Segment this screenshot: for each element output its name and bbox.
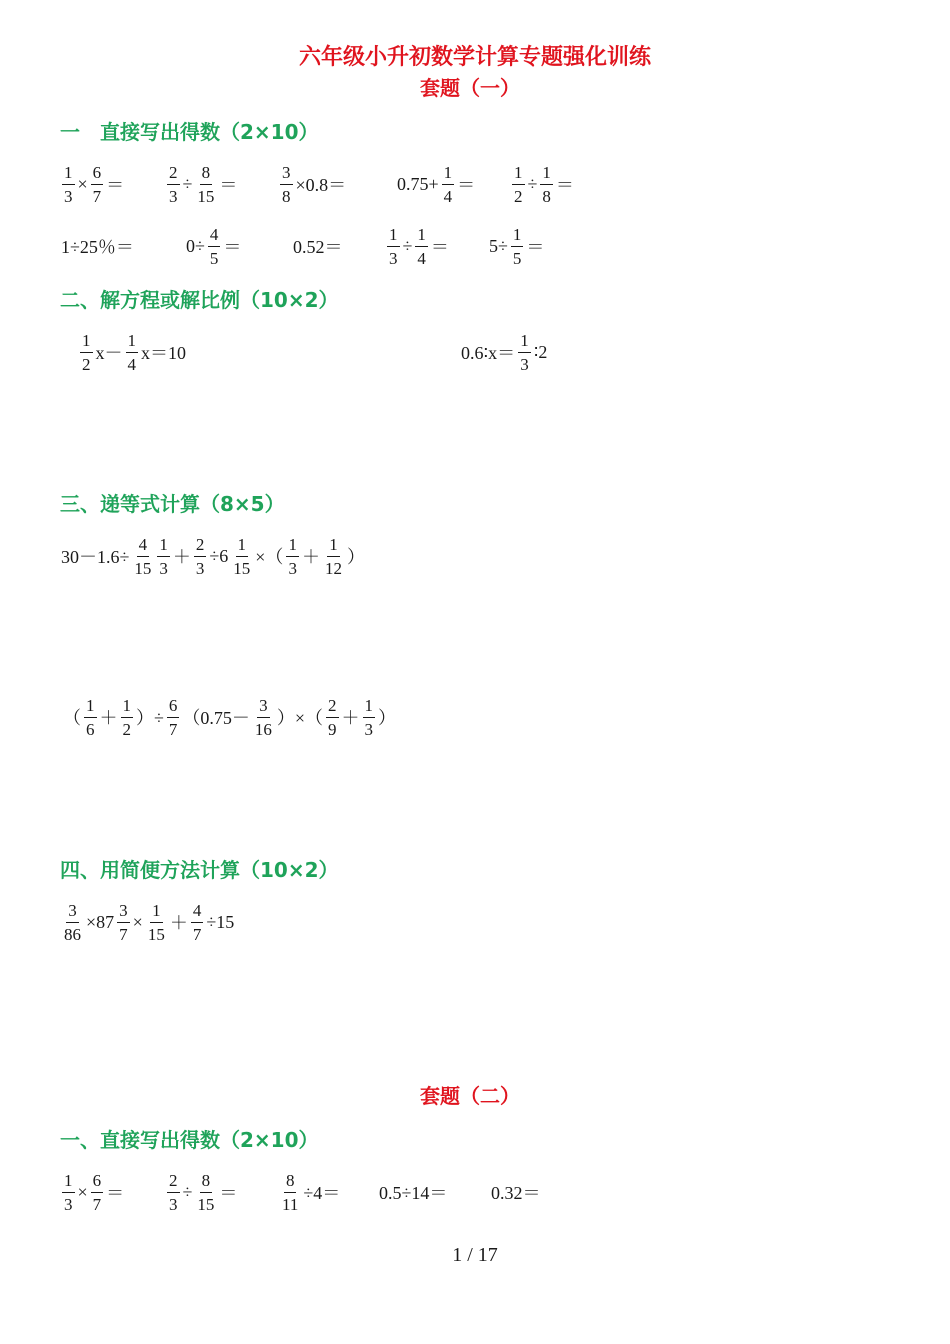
fraction bbox=[387, 226, 400, 267]
expr-text: ＝ bbox=[526, 237, 545, 257]
denominator: 11 bbox=[282, 1194, 299, 1214]
sec-mult: 10×2 bbox=[260, 858, 319, 882]
numerator: 1 bbox=[442, 164, 455, 185]
numerator: 1 bbox=[363, 697, 376, 718]
expr-text: ÷ bbox=[527, 173, 538, 194]
expr-text: 0.75+ bbox=[397, 173, 439, 194]
fraction bbox=[80, 332, 93, 373]
problem bbox=[385, 226, 450, 267]
fraction bbox=[126, 332, 139, 373]
denominator: 3 bbox=[520, 354, 529, 374]
fraction bbox=[167, 1172, 180, 1213]
fraction bbox=[442, 164, 455, 205]
denominator: 16 bbox=[254, 719, 272, 739]
problem bbox=[396, 164, 476, 205]
set1-sec3-row1 bbox=[60, 530, 366, 582]
expr-text: × bbox=[77, 1181, 88, 1202]
set1-sec2-eq2 bbox=[460, 326, 548, 378]
set1-sec4-heading bbox=[60, 854, 339, 883]
denominator: 15 bbox=[134, 558, 152, 578]
set1-sec1-heading bbox=[60, 116, 319, 145]
denominator: 12 bbox=[324, 558, 342, 578]
numerator: 3 bbox=[257, 697, 270, 718]
set2-sec1-heading bbox=[60, 1124, 319, 1153]
page-number: 1 / 17 bbox=[452, 1244, 498, 1266]
numerator: 1 bbox=[415, 226, 428, 247]
expr-text: ） bbox=[378, 708, 397, 728]
fraction bbox=[167, 697, 180, 738]
expr-text: ＝ bbox=[219, 175, 238, 195]
set1-sec3-row2 bbox=[62, 691, 397, 743]
expr-text: ÷ bbox=[402, 235, 413, 256]
denominator: 5 bbox=[209, 248, 219, 268]
problem bbox=[60, 902, 235, 943]
problem bbox=[292, 233, 344, 259]
sec-close: ） bbox=[298, 120, 319, 144]
numerator: 1 bbox=[286, 536, 299, 557]
fraction bbox=[231, 536, 252, 577]
fraction bbox=[323, 536, 344, 577]
expr-text: ÷ bbox=[182, 173, 193, 194]
expr-text: ＋ bbox=[341, 708, 360, 728]
numerator: 1 bbox=[512, 164, 525, 185]
fraction bbox=[194, 536, 207, 577]
problem bbox=[60, 1172, 125, 1213]
problem bbox=[62, 697, 397, 738]
numerator: 2 bbox=[326, 697, 339, 718]
fraction bbox=[157, 536, 170, 577]
expr-text: 0.52＝ bbox=[293, 237, 343, 257]
fraction bbox=[84, 697, 97, 738]
fraction bbox=[253, 697, 274, 738]
numerator: 1 bbox=[80, 332, 93, 353]
denominator: 3 bbox=[159, 558, 168, 578]
fraction bbox=[280, 1172, 300, 1213]
denominator: 15 bbox=[147, 924, 165, 944]
fraction bbox=[415, 226, 428, 267]
numerator: 1 bbox=[126, 332, 139, 353]
denominator: 15 bbox=[233, 558, 251, 578]
expr-text: 30－1.6÷ bbox=[61, 547, 130, 567]
denominator: 7 bbox=[192, 924, 202, 944]
expr-text: （0.75－ bbox=[182, 708, 250, 728]
expr-text: ）÷ bbox=[136, 708, 164, 728]
set1-sec2-eq1 bbox=[78, 326, 187, 378]
numerator: 1 bbox=[518, 332, 531, 353]
numerator: 1 bbox=[540, 164, 553, 185]
denominator: 4 bbox=[443, 186, 453, 206]
expr-text: ×87 bbox=[86, 911, 115, 932]
set1-sec3-heading bbox=[60, 488, 285, 517]
denominator: 2 bbox=[514, 186, 523, 206]
fraction bbox=[518, 332, 531, 373]
numerator: 6 bbox=[167, 697, 180, 718]
numerator: 1 bbox=[84, 697, 97, 718]
expr-text: ÷ bbox=[182, 1181, 193, 1202]
numerator: 1 bbox=[236, 536, 249, 557]
denominator: 3 bbox=[288, 558, 297, 578]
problem bbox=[490, 1179, 542, 1205]
denominator: 7 bbox=[92, 1194, 102, 1214]
numerator: 8 bbox=[200, 1172, 213, 1193]
denominator: 4 bbox=[417, 248, 426, 268]
denominator: 3 bbox=[169, 1194, 178, 1214]
denominator: 8 bbox=[282, 186, 291, 206]
numerator: 1 bbox=[121, 697, 134, 718]
expr-text: ＝ bbox=[223, 237, 242, 257]
problem bbox=[278, 1172, 341, 1213]
numerator: 1 bbox=[327, 536, 340, 557]
fraction bbox=[540, 164, 553, 205]
sec-mult: 2×10 bbox=[240, 1128, 299, 1152]
numerator: 1 bbox=[157, 536, 170, 557]
numerator: 8 bbox=[284, 1172, 297, 1193]
expr-text: ＋ bbox=[99, 708, 118, 728]
problem bbox=[378, 1179, 448, 1205]
fraction bbox=[286, 536, 299, 577]
expr-text: ＝ bbox=[430, 237, 449, 257]
numerator: 8 bbox=[200, 164, 213, 185]
expr-text: x－ bbox=[95, 343, 123, 363]
denominator: 3 bbox=[64, 1194, 73, 1214]
sec-close: ） bbox=[318, 288, 339, 312]
expr-text: ＝ bbox=[219, 1183, 238, 1203]
expr-text: × bbox=[132, 911, 143, 932]
numerator: 2 bbox=[167, 164, 180, 185]
expr-text: ×（ bbox=[255, 547, 284, 567]
problem bbox=[185, 226, 242, 267]
denominator: 5 bbox=[512, 248, 522, 268]
denominator: 2 bbox=[82, 354, 91, 374]
denominator: 2 bbox=[122, 719, 131, 739]
expr-text: 1÷25％＝ bbox=[61, 237, 134, 257]
expr-text: 0.32＝ bbox=[491, 1183, 541, 1203]
numerator: 4 bbox=[137, 536, 150, 557]
expr-text: ÷6 bbox=[209, 545, 229, 566]
expr-text: ∶2 bbox=[533, 341, 548, 362]
numerator: 1 bbox=[387, 226, 400, 247]
sec-label: 二、解方程或解比例（ bbox=[60, 288, 260, 312]
fraction bbox=[62, 902, 83, 943]
expr-text: ＋ bbox=[169, 913, 188, 933]
fraction bbox=[167, 164, 180, 205]
fraction bbox=[62, 164, 75, 205]
sec-label: 一、直接写出得数（ bbox=[60, 1128, 240, 1152]
numerator: 3 bbox=[66, 902, 79, 923]
problem bbox=[278, 164, 347, 205]
numerator: 1 bbox=[62, 1172, 75, 1193]
problem bbox=[60, 164, 125, 205]
numerator: 1 bbox=[150, 902, 163, 923]
numerator: 1 bbox=[511, 226, 524, 247]
numerator: 6 bbox=[91, 1172, 104, 1193]
expr-text: ） bbox=[346, 547, 365, 567]
denominator: 15 bbox=[197, 1194, 215, 1214]
expr-text: × bbox=[77, 173, 88, 194]
fraction bbox=[191, 902, 204, 943]
set1-sec4-row1 bbox=[60, 896, 235, 948]
expr-text: 0.5÷14＝ bbox=[379, 1183, 448, 1203]
problem bbox=[460, 332, 548, 373]
denominator: 3 bbox=[364, 719, 374, 739]
expr-text: ＝ bbox=[555, 175, 574, 195]
denominator: 6 bbox=[86, 719, 95, 739]
denominator: 86 bbox=[64, 924, 81, 944]
set2-heading: 套题（二） bbox=[420, 1084, 520, 1108]
sec-label: 一 直接写出得数（ bbox=[60, 120, 240, 144]
fraction bbox=[280, 164, 293, 205]
numerator: 2 bbox=[194, 536, 207, 557]
fraction bbox=[195, 1172, 216, 1213]
expr-text: 5÷ bbox=[489, 235, 508, 256]
numerator: 3 bbox=[280, 164, 293, 185]
sec-label: 三、递等式计算（ bbox=[60, 492, 220, 516]
fraction bbox=[117, 902, 130, 943]
expr-text: ×0.8＝ bbox=[295, 175, 347, 195]
fraction bbox=[132, 536, 153, 577]
problem bbox=[78, 332, 187, 373]
set1-sec2-heading bbox=[60, 284, 339, 313]
denominator: 3 bbox=[64, 186, 73, 206]
set1-heading: 套题（一） bbox=[420, 76, 520, 100]
denominator: 4 bbox=[127, 354, 136, 374]
numerator: 4 bbox=[191, 902, 204, 923]
fraction bbox=[326, 697, 339, 738]
expr-text: ）×（ bbox=[276, 708, 324, 728]
fraction bbox=[121, 697, 134, 738]
expr-text: 0.6∶x＝ bbox=[461, 343, 516, 363]
expr-text: 0÷ bbox=[186, 235, 205, 256]
expr-text: ＋ bbox=[172, 547, 191, 567]
sec-mult: 10×2 bbox=[260, 288, 319, 312]
expr-text: ＝ bbox=[457, 175, 476, 195]
numerator: 2 bbox=[167, 1172, 180, 1193]
problem bbox=[510, 164, 575, 205]
fraction bbox=[91, 164, 104, 205]
problem bbox=[165, 1172, 238, 1213]
expr-text: ÷15 bbox=[206, 911, 235, 932]
expr-text: ＝ bbox=[106, 175, 125, 195]
numerator: 3 bbox=[117, 902, 130, 923]
denominator: 9 bbox=[328, 719, 337, 739]
fraction bbox=[363, 697, 376, 738]
sec-mult: 2×10 bbox=[240, 120, 299, 144]
expr-text: ＋ bbox=[301, 547, 320, 567]
problem bbox=[60, 536, 366, 577]
expr-text: ÷4＝ bbox=[303, 1183, 341, 1203]
sec-close: ） bbox=[264, 492, 285, 516]
numerator: 4 bbox=[208, 226, 221, 247]
sec-close: ） bbox=[318, 858, 339, 882]
denominator: 15 bbox=[197, 186, 215, 206]
denominator: 7 bbox=[168, 719, 178, 739]
fraction bbox=[208, 226, 221, 267]
fraction bbox=[146, 902, 167, 943]
document-title: 六年级小升初数学计算专题强化训练 bbox=[298, 45, 651, 70]
sec-close: ） bbox=[298, 1128, 319, 1152]
expr-text: ＝ bbox=[106, 1183, 125, 1203]
fraction bbox=[511, 226, 524, 267]
numerator: 1 bbox=[62, 164, 75, 185]
fraction bbox=[91, 1172, 104, 1213]
denominator: 3 bbox=[195, 558, 205, 578]
denominator: 3 bbox=[169, 186, 178, 206]
problem bbox=[488, 226, 545, 267]
problem bbox=[60, 233, 135, 259]
expr-text: x＝10 bbox=[141, 343, 186, 363]
sec-mult: 8×5 bbox=[220, 492, 265, 516]
denominator: 3 bbox=[389, 248, 398, 268]
fraction bbox=[62, 1172, 75, 1213]
fraction bbox=[512, 164, 525, 205]
sec-label: 四、用简便方法计算（ bbox=[60, 858, 260, 882]
expr-text: （ bbox=[63, 708, 81, 728]
problem bbox=[165, 164, 238, 205]
numerator: 6 bbox=[91, 164, 104, 185]
denominator: 7 bbox=[92, 186, 102, 206]
denominator: 8 bbox=[542, 186, 551, 206]
denominator: 7 bbox=[119, 924, 128, 944]
fraction bbox=[195, 164, 216, 205]
